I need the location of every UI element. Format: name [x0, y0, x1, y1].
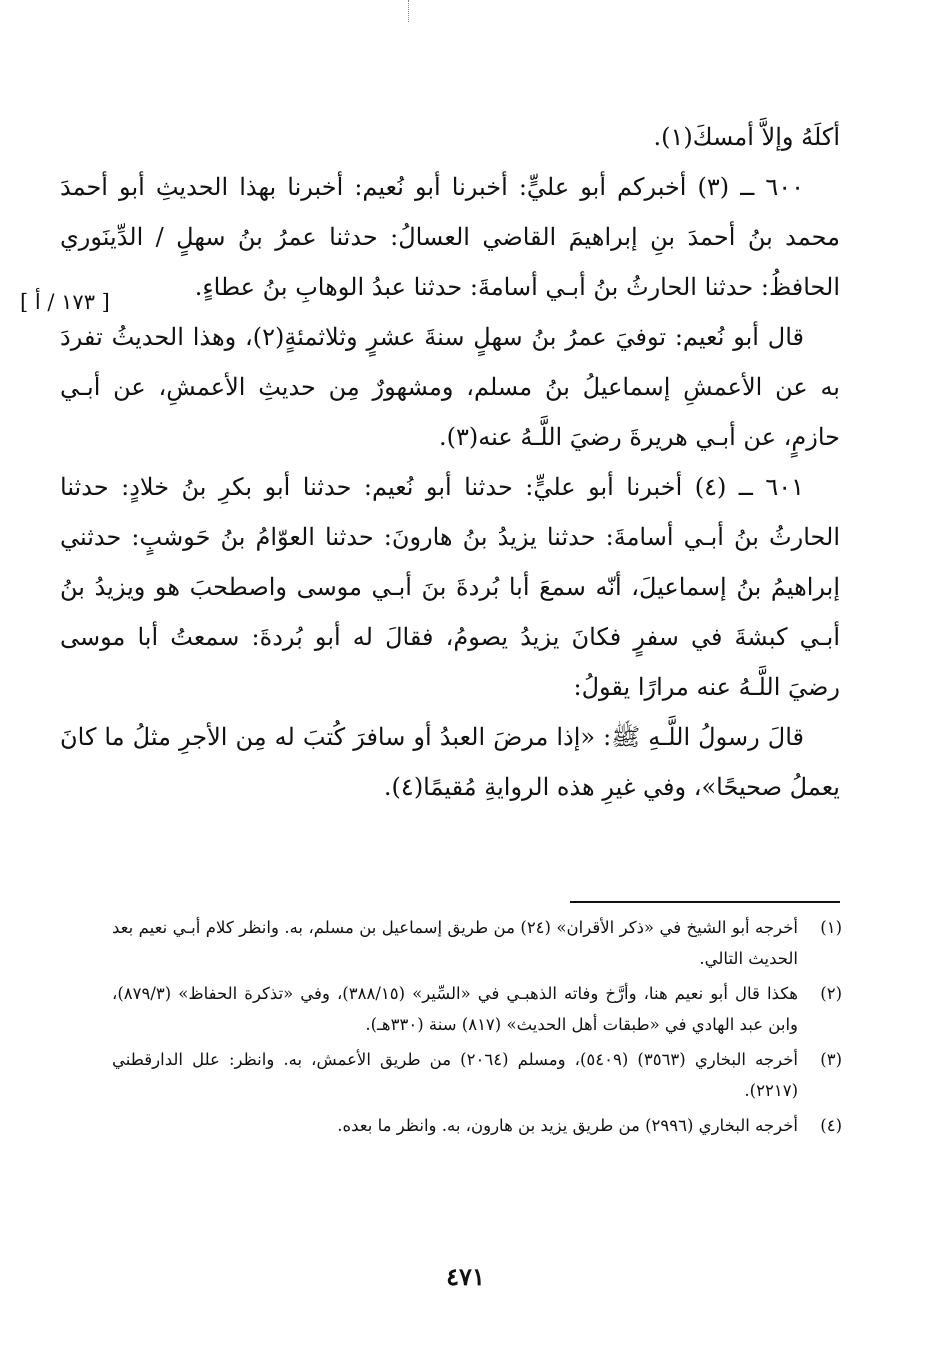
- footnote-number: (٢): [820, 984, 842, 1003]
- footnote-text: أخرجه البخاري (٢٩٩٦) من طريق يزيد بن هارون، به. وانظر ما بعده.: [337, 1116, 798, 1135]
- footnote-number: (٤): [820, 1116, 842, 1135]
- paragraph-hadith-601: ٦٠١ ــ (٤) أخبرنا أبو عليٍّ: حدثنا أبو نُعيم: حدثنا أبو بكرِ بنُ خلادٍ: حدثنا الحارثُ بنُ أبـي أسامةَ: حدثنا يزيدُ بنُ هارونَ: حدثنا العوّامُ بنُ حَوشبٍ: حدثني إبراهيمُ بنُ إسماعيلَ، أنّه سمعَ أبا بُردةَ بنَ أبـي موسى واصطحبَ هو ويزيدُ بنُ أبـي كبشةَ في سفرٍ فكانَ يزيدُ يصومُ، فقالَ له أبو بُردةَ: سمعتُ أبا موسى رضيَ اللَّـهُ عنه مرارًا يقولُ:: [60, 473, 841, 701]
- footnote-separator: [570, 901, 840, 903]
- footnote-4: [112, 1110, 842, 1141]
- footnote-text: أخرجه البخاري (٣٥٦٣) (٥٤٠٩)، ومسلم (٢٠٦٤) من طريق الأعمش، به. وانظر: علل الدارقطني (٢٢١٧).: [112, 1050, 798, 1100]
- footnote-text: هكذا قال أبو نعيم هنا، وأرَّخ وفاته الذهبـي في «السِّير» (٣٨٨/١٥)، وفي «تذكرة الحفاظ» (٨٧٩/٣)، وابن عبد الهادي في «طبقات أهل الحديث» (٨١٧) سنة (٣٣٠هـ).: [112, 984, 799, 1034]
- footnote-3: [112, 1044, 842, 1106]
- footnote-number: (١): [820, 918, 842, 937]
- footnotes: [112, 912, 842, 1145]
- paragraph-hadith-600: ٦٠٠ ــ (٣) أخبركم أبو عليٍّ: أخبرنا أبو نُعيم: أخبرنا بهذا الحديثِ أبو أحمدَ محمد بنُ أحمدَ بنِ إبراهيمَ القاضي العسالُ: حدثنا عمرُ بنُ سهلٍ / الدِّينَوري الحافظُ: حدثنا الحارثُ بنُ أبـي أسامةَ: حدثنا عبدُ الوهابِ بنُ عطاءٍ.: [60, 173, 840, 301]
- main-text: [60, 112, 840, 812]
- page-number: ٤٧١: [446, 1262, 485, 1291]
- paragraph-prophet-saying: قالَ رسولُ اللَّـهِ ﷺ: «إذا مرضَ العبدُ أو سافرَ كُتبَ له مِن الأجرِ مثلُ ما كانَ يعملُ صحيحًا»، وفي غيرِ هذه الروايةِ مُقيمًا(٤).: [60, 723, 840, 801]
- footnote-text: أخرجه أبو الشيخ في «ذكر الأقران» (٢٤) من طريق إسماعيل بن مسلم، به. وانظر كلام أبـي نعيم بعد الحديث التالي.: [112, 918, 798, 968]
- paragraph-abu-nuaym-comment: قال أبو نُعيم: توفيَ عمرُ بنُ سهلٍ سنةَ عشرٍ وثلاثمئةٍ(٢)، وهذا الحديثُ تفردَ به عن الأعمشِ إسماعيلُ بنُ مسلم، ومشهورٌ مِن حديثِ الأعمشِ، عن أبـي حازمٍ، عن أبـي هريرةَ رضيَ اللَّـهُ عنه(٣).: [60, 323, 840, 451]
- footnote-number: (٣): [820, 1050, 842, 1069]
- manuscript-folio-reference: [ ١٧٣ / أ ]: [20, 290, 110, 314]
- footnote-1: [112, 912, 842, 974]
- top-crop-mark: [408, 0, 410, 22]
- paragraph-1: أكلَهُ وإلاَّ أمسكَ(١).: [653, 123, 840, 151]
- footnote-2: [112, 978, 842, 1040]
